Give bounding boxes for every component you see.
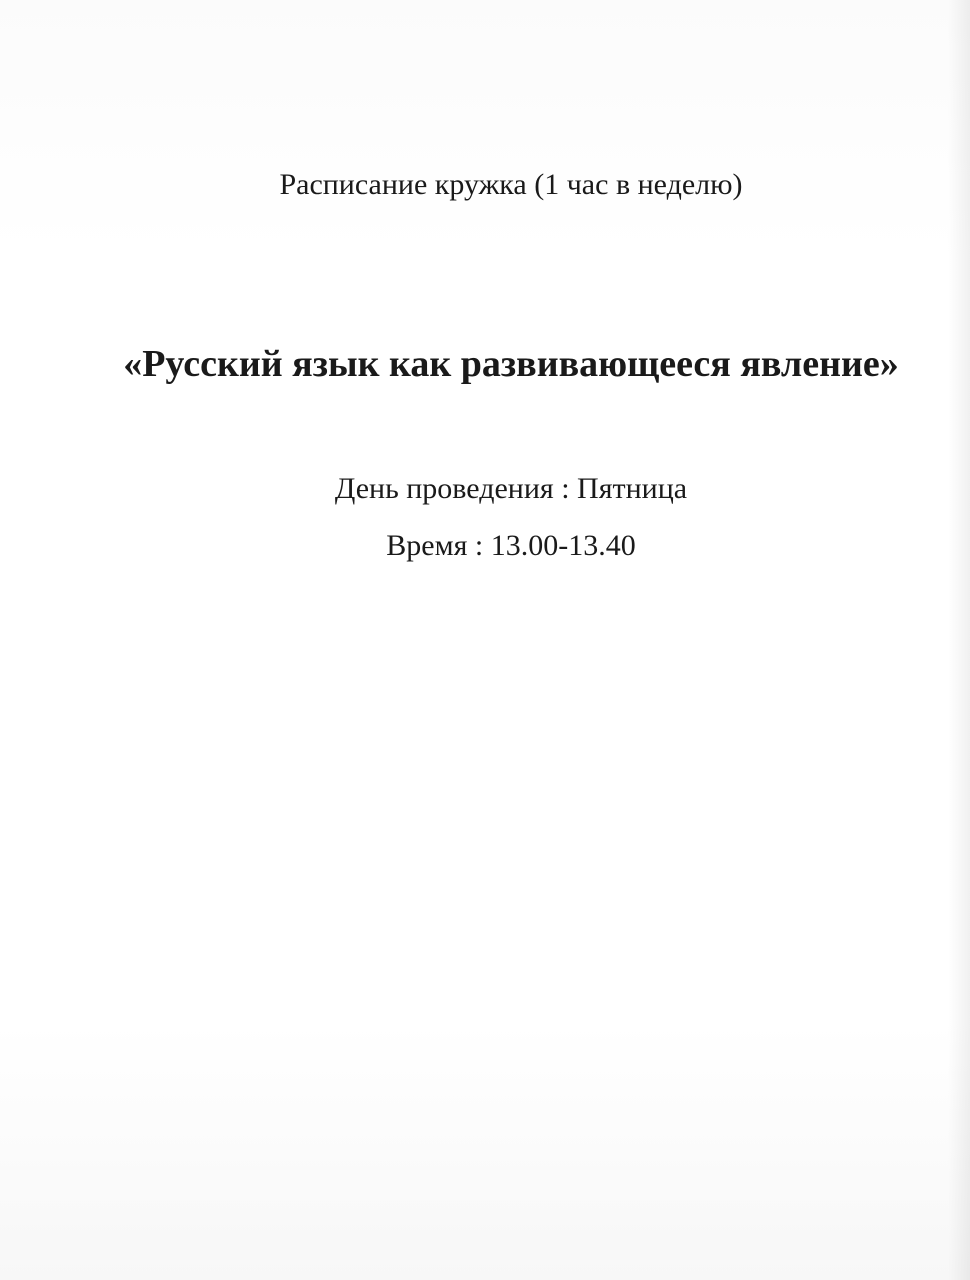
meeting-time: Время : 13.00-13.40 [386, 529, 636, 562]
meeting-day: День проведения : Пятница [334, 472, 688, 505]
schedule-subtitle: Расписание кружка (1 час в неделю) [279, 168, 743, 201]
club-title: «Русский язык как развивающееся явление» [123, 343, 899, 385]
